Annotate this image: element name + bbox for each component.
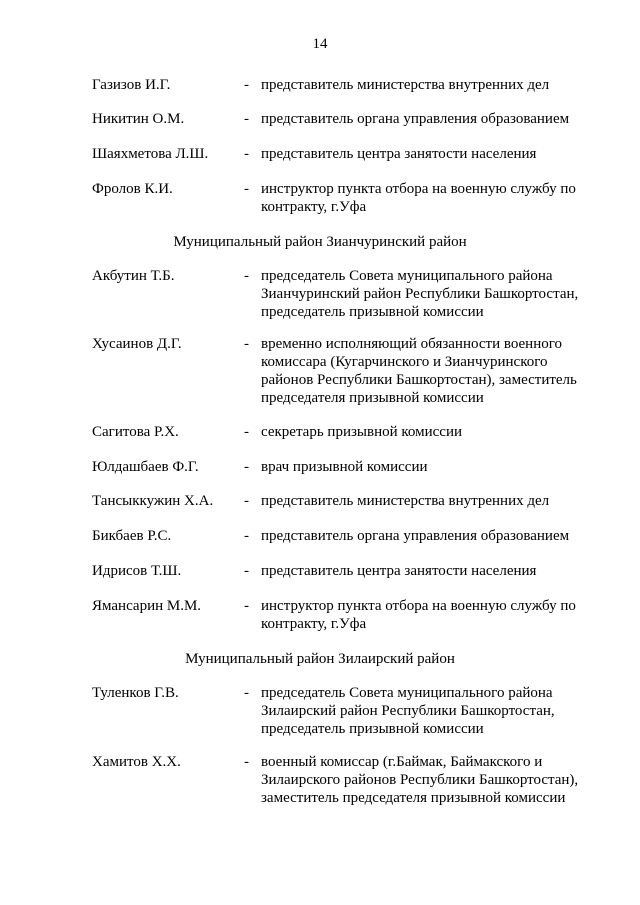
member-role: представитель центра занятости населения [261,146,537,162]
member-name: Тансыккужин Х.А. [92,493,214,509]
dash-separator: - [244,77,249,93]
dash-separator: - [244,563,249,579]
member-name: Туленков Г.В. [92,685,179,701]
dash-separator: - [244,336,249,352]
member-entry [0,423,640,441]
member-entry [0,180,640,216]
member-entry [0,267,640,321]
member-role: представитель органа управления образованием [261,528,570,544]
member-role: врач призывной комиссии [261,459,428,475]
dash-separator: - [244,268,249,284]
page-number: 14 [312,36,328,52]
member-name: Бикбаев Р.С. [92,528,172,544]
dash-separator: - [244,181,249,197]
dash-separator: - [244,493,249,509]
member-name: Хусаинов Д.Г. [92,336,182,352]
dash-separator: - [244,146,249,162]
member-entry [0,335,640,407]
member-name: Газизов И.Г. [92,77,171,93]
dash-separator: - [244,424,249,440]
member-entry [0,458,640,476]
member-role: секретарь призывной комиссии [261,424,463,440]
member-name: Хамитов Х.Х. [92,754,181,770]
member-name: Шаяхметова Л.Ш. [92,146,209,162]
member-entry [0,562,640,580]
member-name: Ямансарин М.М. [92,598,202,614]
member-name: Юлдашбаев Ф.Г. [92,459,199,475]
member-entry [0,76,640,94]
member-role: представитель министерства внутренних дел [261,493,550,509]
member-role: представитель центра занятости населения [261,563,537,579]
member-role: инструктор пункта отбора на военную службу по контракту, г.Уфа [261,598,576,632]
section-heading: Муниципальный район Зилаирский район [185,651,455,667]
member-entry [0,753,640,807]
dash-separator: - [244,528,249,544]
member-role: представитель органа управления образованием [261,111,570,127]
member-name: Фролов К.И. [92,181,173,197]
dash-separator: - [244,111,249,127]
member-name: Идрисов Т.Ш. [92,563,182,579]
member-role: инструктор пункта отбора на военную службу по контракту, г.Уфа [261,181,576,215]
member-role: председатель Совета муниципального района Зианчуринский район Республики Башкортостан, председатель призывной комиссии [261,268,579,320]
member-role: представитель министерства внутренних дел [261,77,550,93]
member-name: Акбутин Т.Б. [92,268,175,284]
member-entry [0,145,640,163]
member-entry [0,492,640,510]
member-name: Сагитова Р.Х. [92,424,179,440]
dash-separator: - [244,598,249,614]
dash-separator: - [244,459,249,475]
dash-separator: - [244,754,249,770]
member-entry [0,597,640,633]
member-role: временно исполняющий обязанности военного комиссара (Кугарчинского и Зианчуринского районов Республики Башкортостан), заместитель председателя призывной комиссии [261,336,577,406]
dash-separator: - [244,685,249,701]
member-entry [0,110,640,128]
member-role: председатель Совета муниципального района Зилаирский район Республики Башкортостан, председатель призывной комиссии [261,685,555,737]
section-heading: Муниципальный район Зианчуринский район [173,234,467,250]
member-role: военный комиссар (г.Баймак, Баймакского и Зилаирского районов Республики Башкортостан), заместитель председателя призывной комиссии [261,754,579,806]
member-entry [0,527,640,545]
member-name: Никитин О.М. [92,111,185,127]
member-entry [0,684,640,738]
